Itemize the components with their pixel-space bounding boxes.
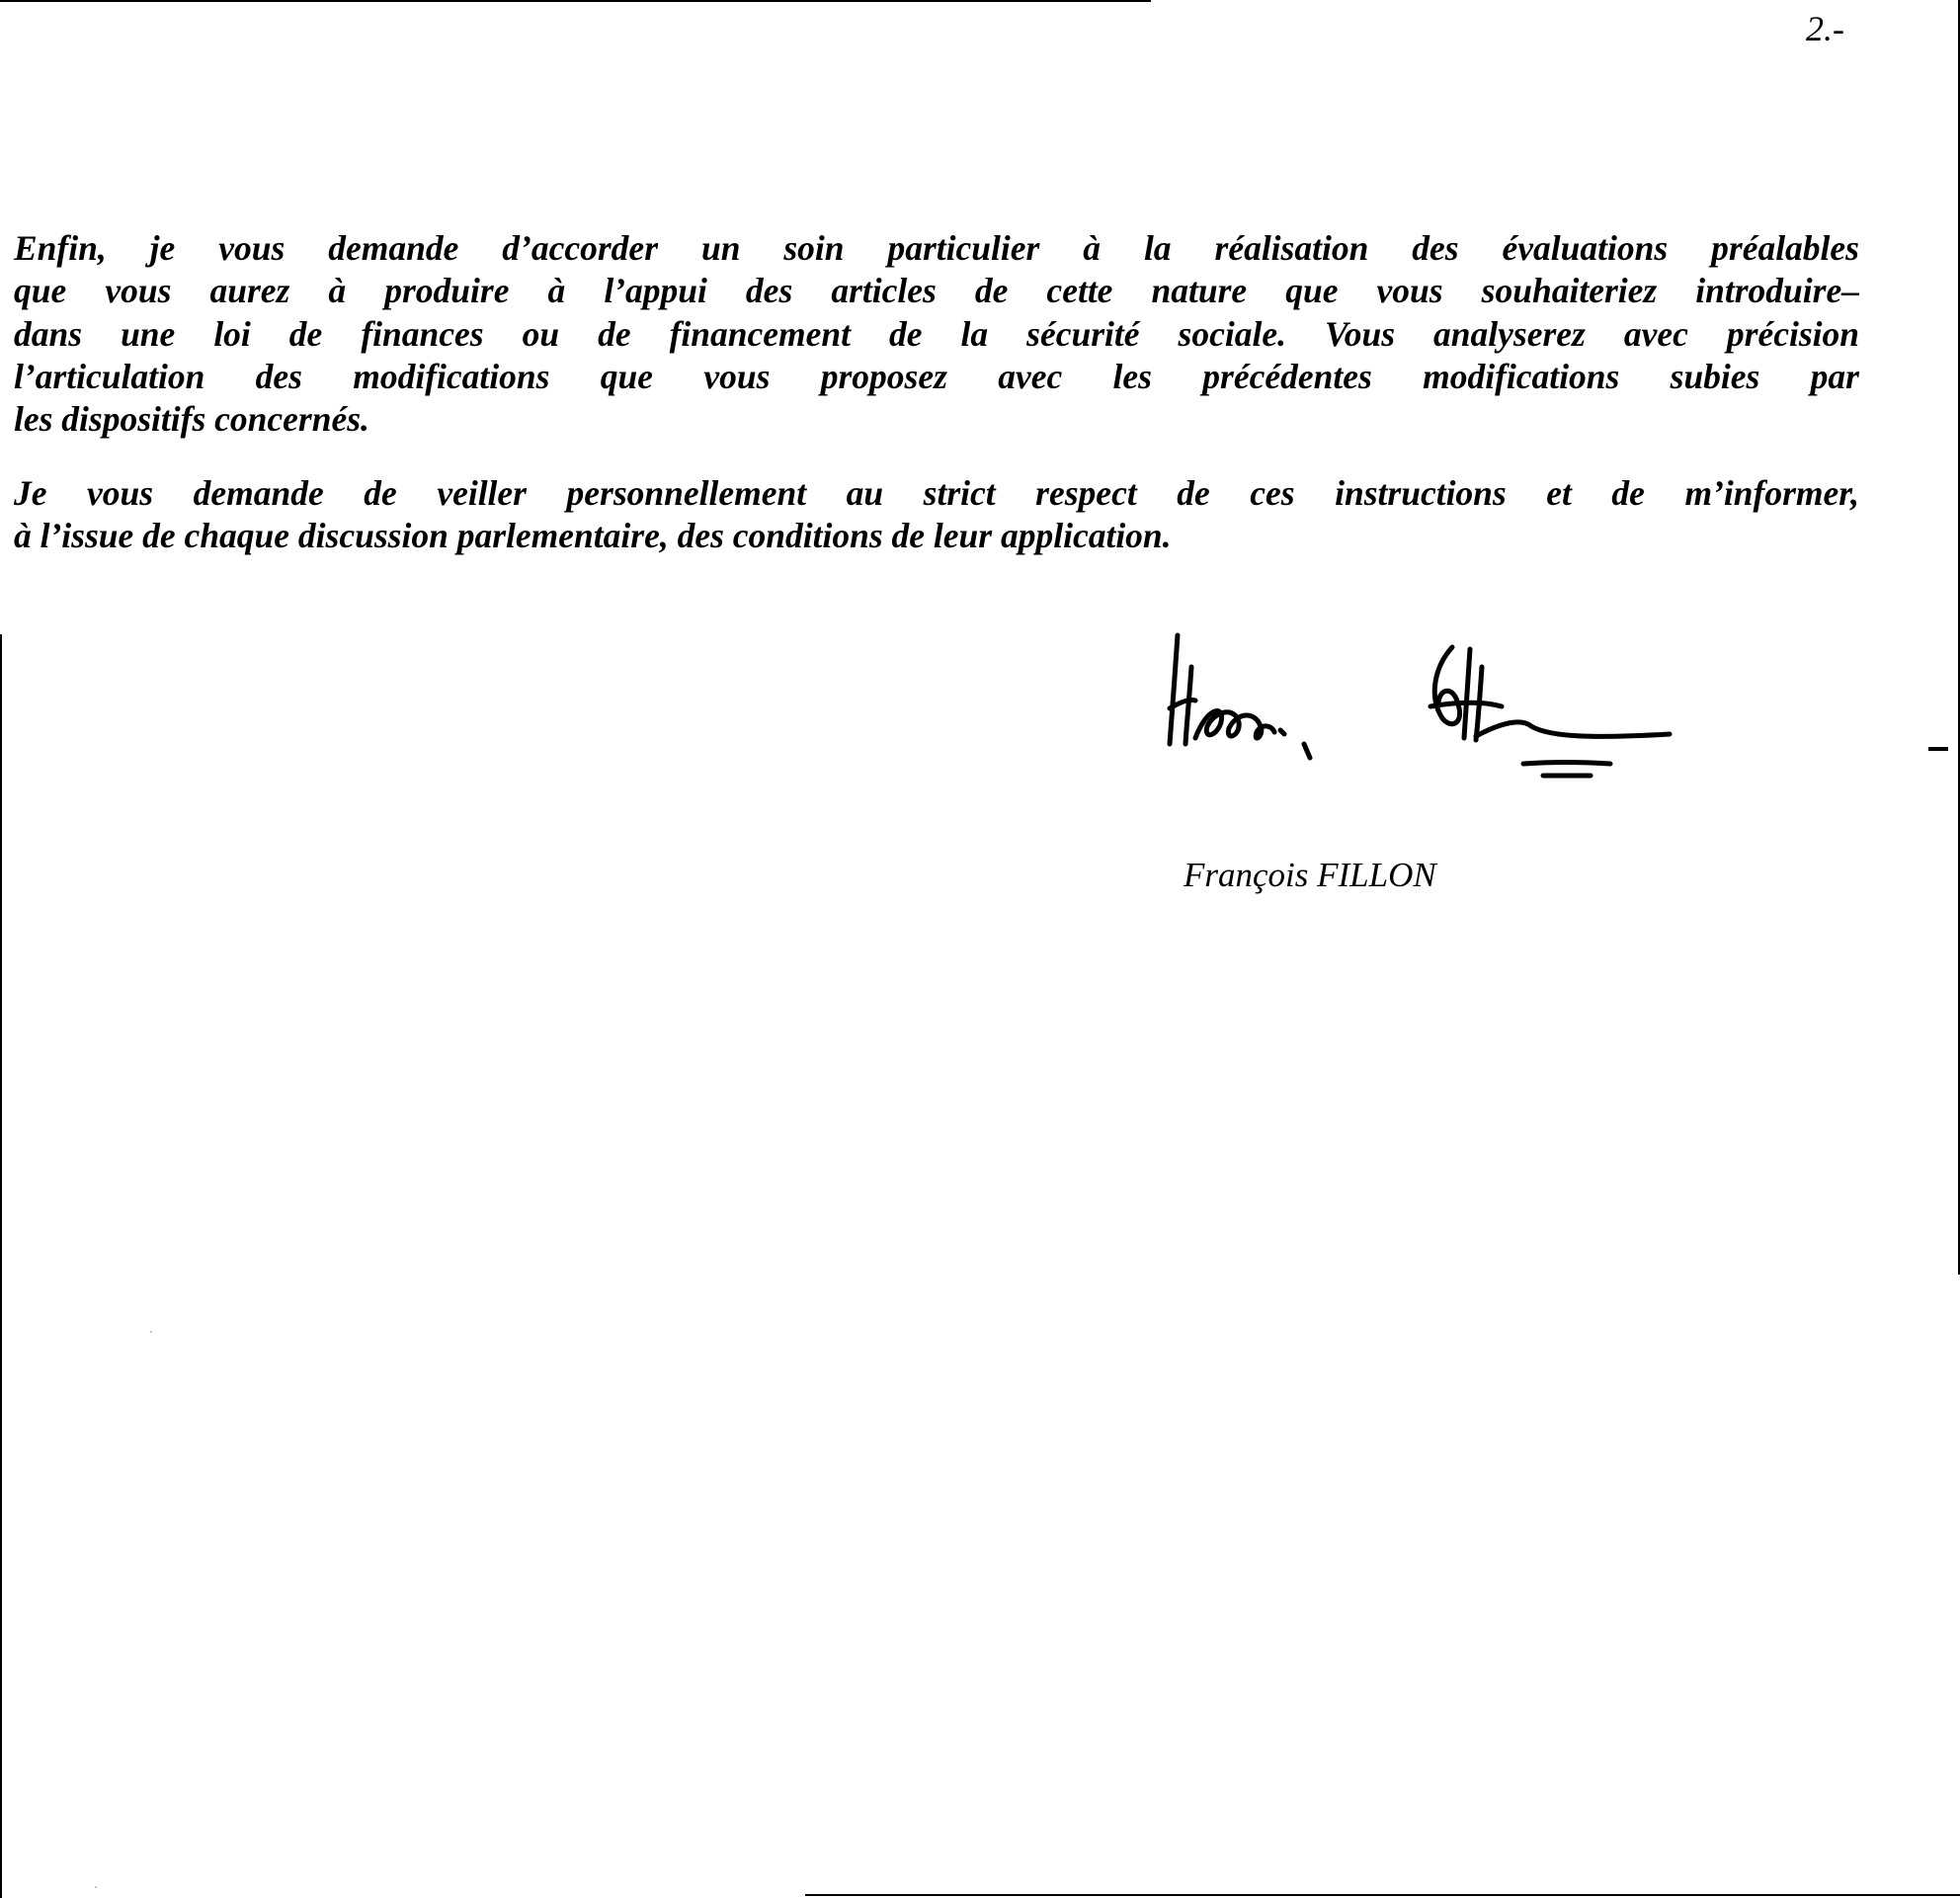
text-line: que vous aurez à produire à l’appui des articles de cette nature que vous souhaiteriez introduire– [14, 271, 1859, 311]
handwritten-signature [1156, 627, 1768, 795]
scan-border-top [0, 0, 1151, 2]
text-line: les dispositifs concernés. [14, 399, 369, 440]
signature-stroke [1464, 649, 1470, 738]
text-line: l’articulation des modifications que vous proposez avec les précédentes modifications subies par [14, 356, 1859, 396]
signature-stroke [1195, 711, 1274, 738]
scan-border-bottom [805, 1894, 1960, 1896]
signature-stroke [1476, 722, 1670, 736]
scan-speck [150, 1331, 152, 1333]
paragraph-instructions [14, 472, 1859, 558]
signature-stroke [1434, 647, 1459, 724]
text-line: dans une loi de finances ou de financement de la sécurité sociale. Vous analyserez avec précision [14, 313, 1859, 354]
margin-dash-mark [1928, 747, 1948, 751]
text-line: Enfin, je vous demande d’accorder un soin particulier à la réalisation des évaluations préalables [14, 228, 1859, 268]
scan-border-left [0, 634, 2, 1898]
signature-stroke [1280, 730, 1284, 734]
signature-stroke [1523, 763, 1610, 765]
signature-stroke [1170, 635, 1178, 744]
scan-speck [95, 1886, 97, 1888]
paragraph-evaluations [14, 227, 1859, 441]
text-line: Je vous demande de veiller personnellement au strict respect de ces instructions et de m’informer, [14, 473, 1859, 513]
signatory-name: François FILLON [1184, 856, 1436, 894]
signature-stroke [1304, 744, 1310, 758]
signature-stroke [1185, 667, 1191, 744]
text-line: à l’issue de chaque discussion parlementaire, des conditions de leur application. [14, 516, 1172, 556]
page-number: 2.- [1806, 9, 1844, 48]
